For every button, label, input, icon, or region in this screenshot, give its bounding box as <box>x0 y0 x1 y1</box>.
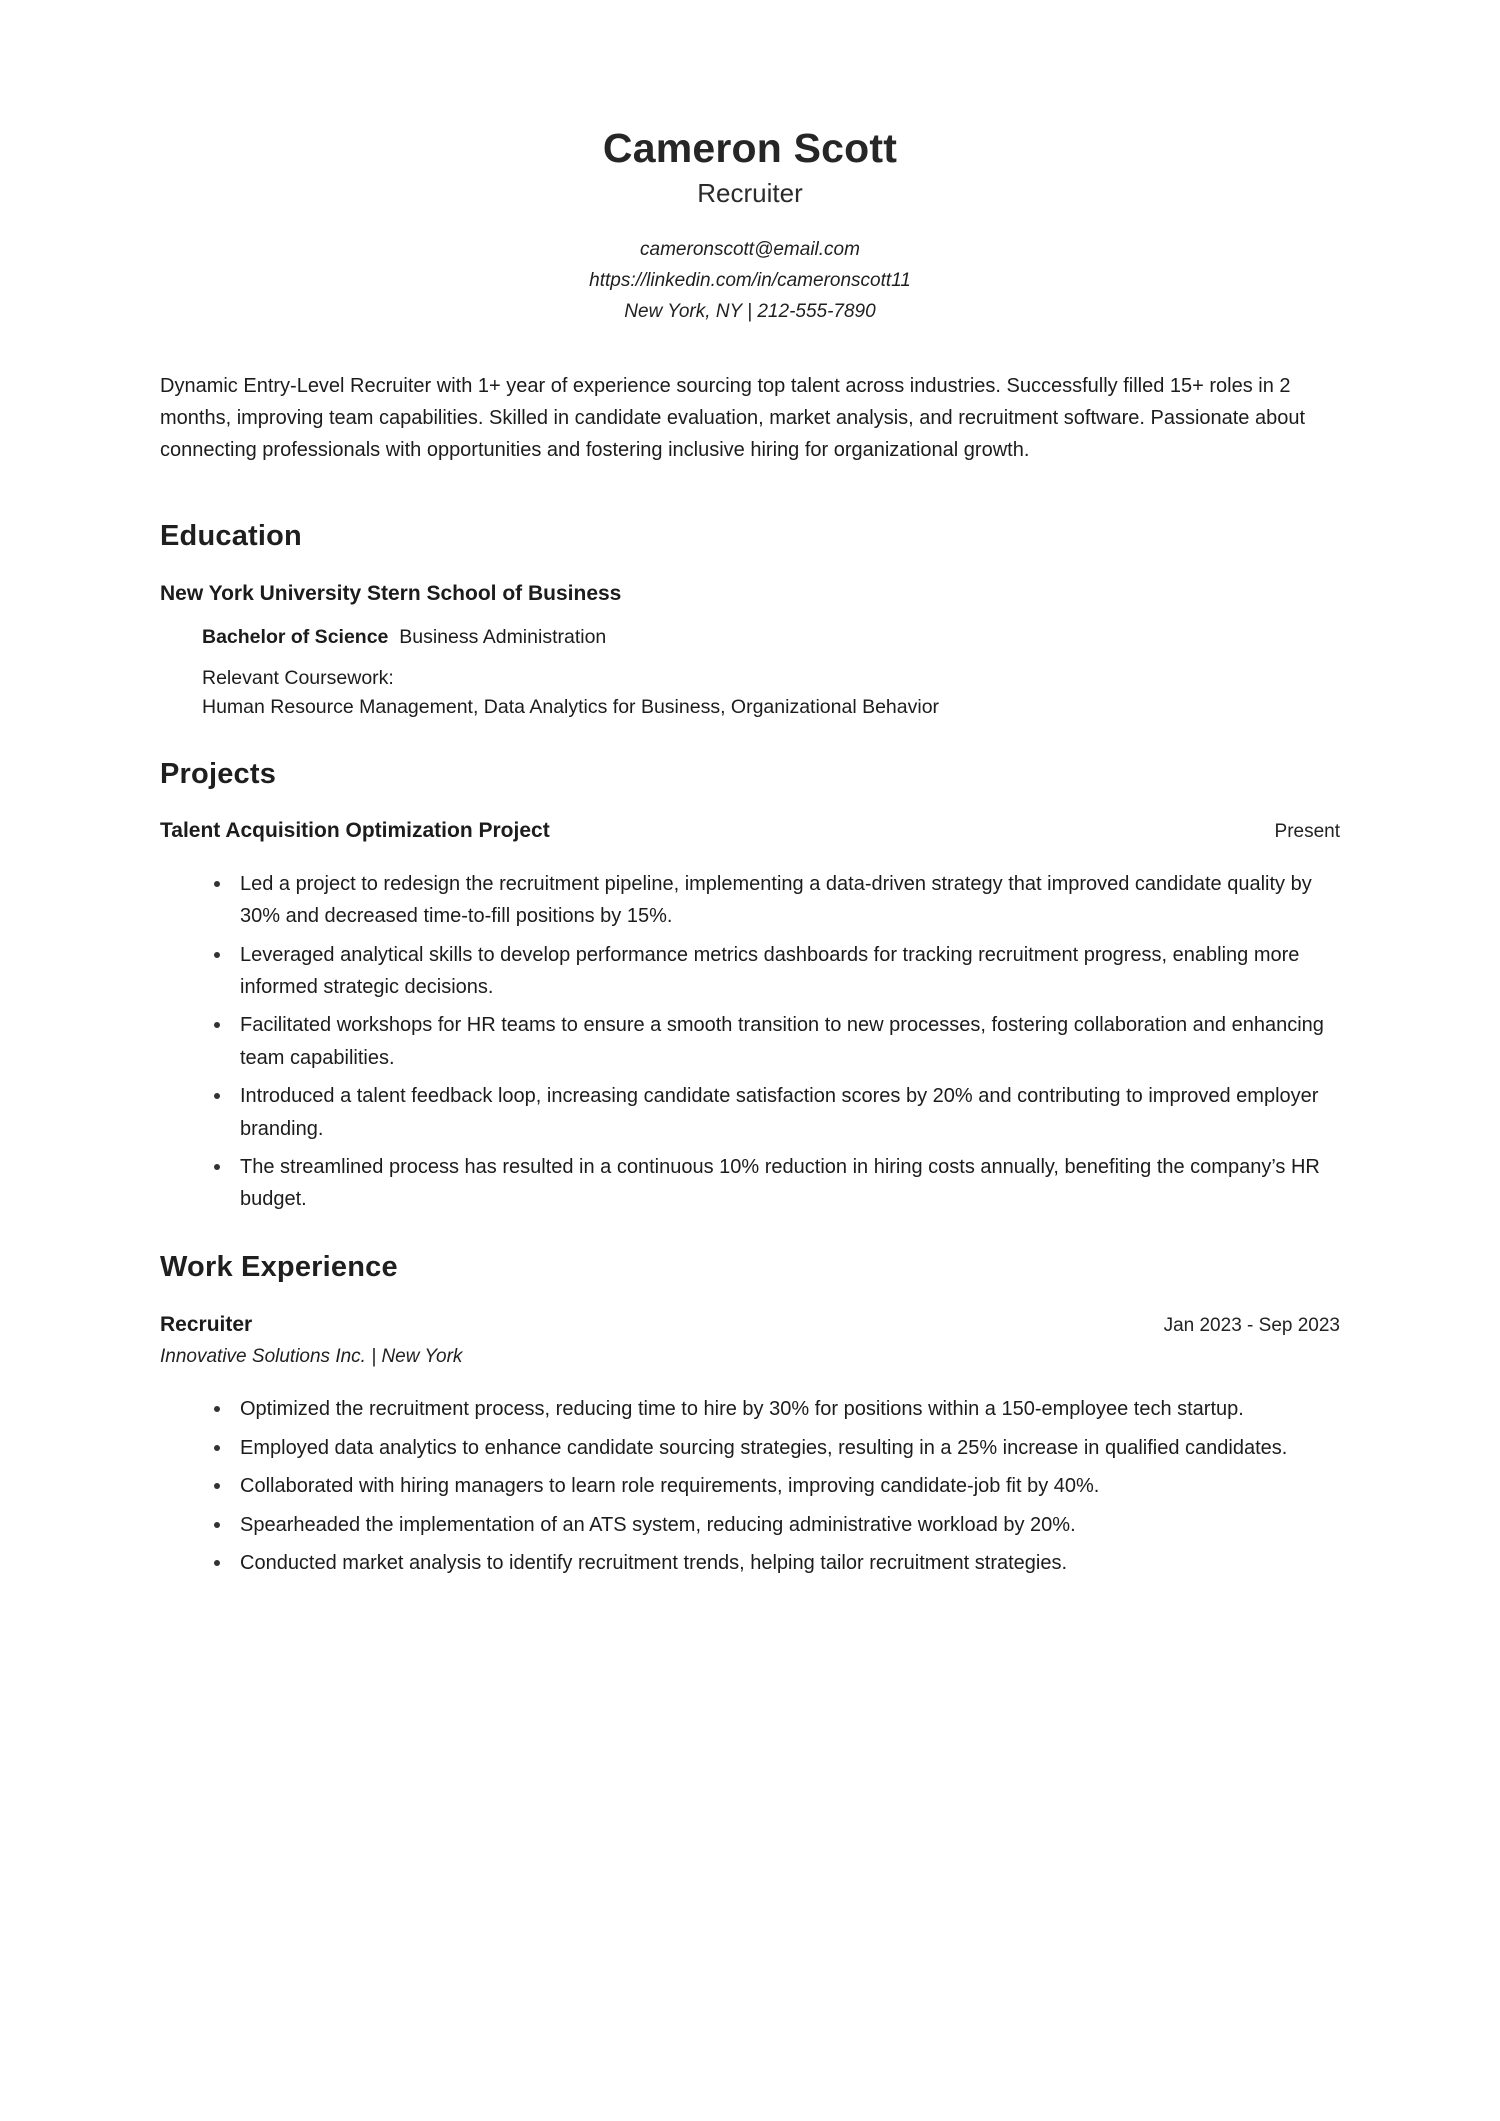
contact-location-phone: New York, NY | 212-555-7890 <box>624 300 876 322</box>
list-item: Leveraged analytical skills to develop performance metrics dashboards for tracking recruitment progress, enabling more informed strategic decisions. <box>236 939 1340 1004</box>
list-item: Facilitated workshops for HR teams to ensure a smooth transition to new processes, fostering collaboration and enhancing team capabilities. <box>236 1009 1340 1074</box>
work-job-title: Recruiter <box>160 1312 253 1336</box>
project-date: Present <box>1274 821 1340 843</box>
section-projects <box>160 757 1340 1216</box>
candidate-name: Cameron Scott <box>602 125 898 171</box>
education-details <box>160 622 1340 723</box>
contact-email[interactable]: cameronscott@email.com <box>640 239 860 261</box>
education-entry <box>160 580 1340 723</box>
list-item: Optimized the recruitment process, reducing time to hire by 30% for positions within a 150-employee tech startup. <box>236 1393 1340 1425</box>
project-entry <box>160 817 1340 1215</box>
list-item: Collaborated with hiring managers to learn role requirements, improving candidate-job fit by 40%. <box>236 1470 1340 1502</box>
professional-summary: Dynamic Entry-Level Recruiter with 1+ year of experience sourcing top talent across industries. Successfully filled 15+ roles in 2 months, improving team capabilities. Skilled in candidate evaluation, market analysis, and recruitment software. Passionate about connecting professionals with opportunities and fostering inclusive hiring for organizational growth. <box>160 374 1306 462</box>
candidate-role: Recruiter <box>697 178 803 209</box>
list-item: Employed data analytics to enhance candidate sourcing strategies, resulting in a 25% increase in qualified candidates. <box>236 1432 1340 1464</box>
contact-linkedin[interactable]: https://linkedin.com/in/cameronscott11 <box>589 270 911 292</box>
section-title-projects: Projects <box>160 757 277 790</box>
education-field: Business Administration <box>399 625 607 648</box>
education-entry-head <box>160 580 1340 608</box>
section-title-education: Education <box>160 519 302 552</box>
list-item: Conducted market analysis to identify recruitment trends, helping tailor recruitment strategies. <box>236 1547 1340 1579</box>
project-bullet-list <box>160 868 1340 1216</box>
education-degree-line <box>202 622 1340 652</box>
project-title: Talent Acquisition Optimization Project <box>160 819 550 843</box>
degree-field-spacer <box>388 626 399 648</box>
section-work-experience <box>160 1250 1340 1580</box>
work-date-range: Jan 2023 - Sep 2023 <box>1163 1314 1340 1336</box>
section-education <box>160 519 1340 723</box>
coursework-label: Relevant Coursework: <box>202 667 394 690</box>
list-item: Introduced a talent feedback loop, increasing candidate satisfaction scores by 20% and contributing to improved employer branding. <box>236 1080 1340 1145</box>
list-item: Led a project to redesign the recruitment pipeline, implementing a data-driven strategy that improved candidate quality by 30% and decreased time-to-fill positions by 15%. <box>236 868 1340 933</box>
resume-header <box>160 125 1340 328</box>
education-degree: Bachelor of Science <box>202 625 389 648</box>
list-item: The streamlined process has resulted in a continuous 10% reduction in hiring costs annually, benefiting the company’s HR budget. <box>236 1151 1340 1216</box>
work-bullet-list <box>160 1393 1340 1579</box>
project-entry-head <box>160 817 1340 845</box>
work-entry-head <box>160 1311 1340 1339</box>
education-school: New York University Stern School of Business <box>160 581 622 605</box>
section-title-work-experience: Work Experience <box>160 1250 398 1283</box>
list-item: Spearheaded the implementation of an ATS system, reducing administrative workload by 20%. <box>236 1509 1340 1541</box>
coursework-list: Human Resource Management, Data Analytics for Business, Organizational Behavior <box>202 696 940 719</box>
work-entry <box>160 1311 1340 1580</box>
work-company-location: Innovative Solutions Inc. | New York <box>160 1345 463 1367</box>
